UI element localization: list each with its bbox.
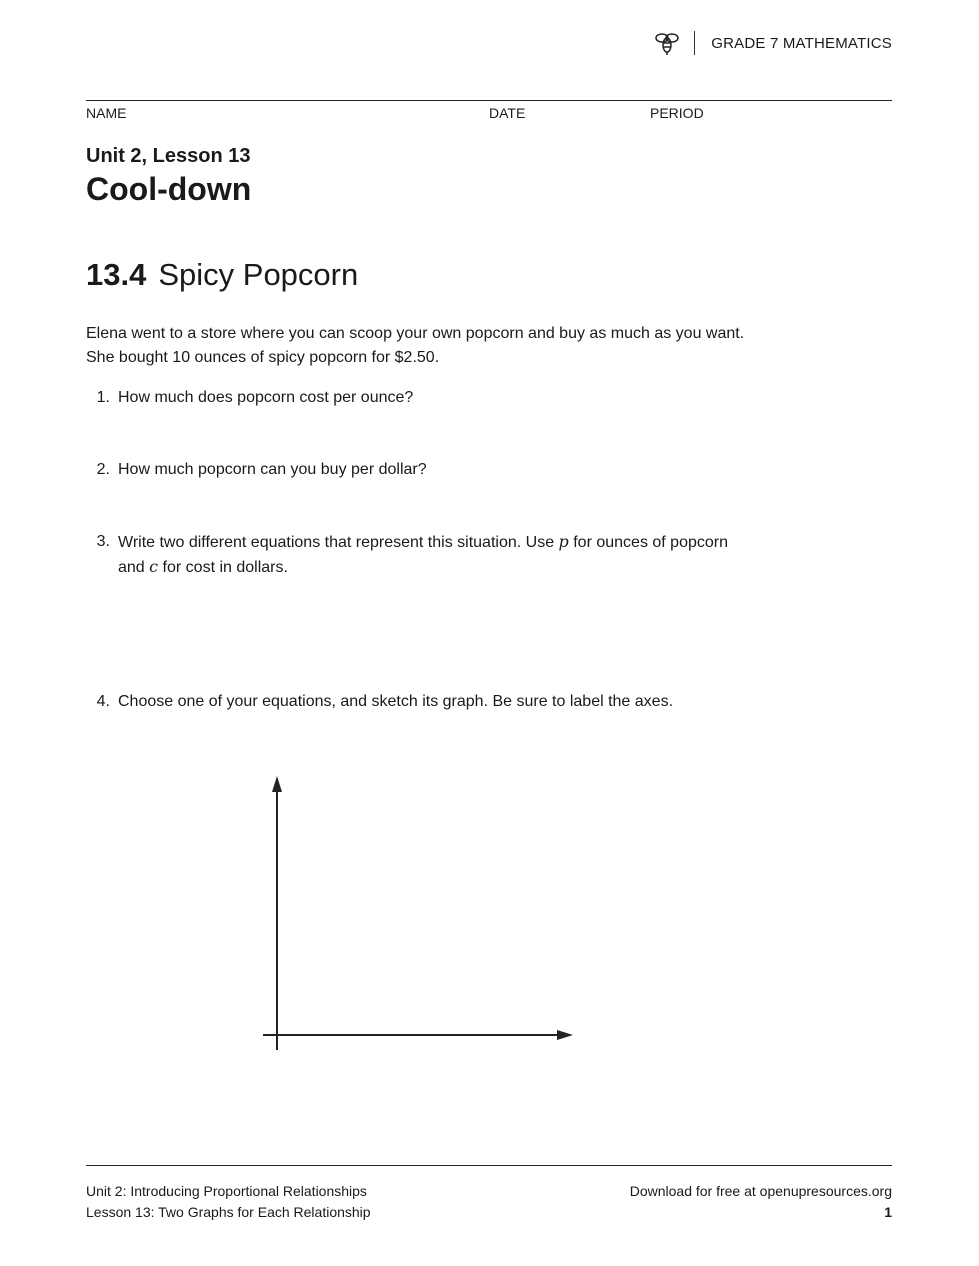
footer-right bbox=[630, 1181, 892, 1223]
page-number: 1 bbox=[884, 1204, 892, 1220]
unit-lesson-heading: Unit 2, Lesson 13 bbox=[86, 145, 251, 167]
header-divider bbox=[694, 31, 695, 55]
question-1 bbox=[86, 386, 766, 410]
question-text: Choose one of your equations, and sketch its graph. Be sure to label the axes. bbox=[118, 693, 674, 710]
activity-title: Spicy Popcorn bbox=[158, 257, 359, 292]
download-link[interactable]: Download for free at openupresources.org bbox=[629, 1183, 892, 1199]
question-text-part: for ounces of popcorn and bbox=[118, 534, 728, 576]
question-text: How much popcorn can you buy per dollar? bbox=[118, 461, 427, 478]
question-number: 1. bbox=[96, 389, 110, 406]
question-text-part: Write two different equations that represent this situation. Use bbox=[118, 534, 559, 551]
x-axis-arrow bbox=[557, 1030, 573, 1040]
question-number: 2. bbox=[96, 461, 110, 478]
footer-left bbox=[86, 1181, 371, 1223]
y-axis-arrow bbox=[272, 776, 282, 792]
name-field-label: NAME bbox=[86, 105, 127, 121]
footer-rule bbox=[86, 1165, 892, 1166]
question-number: 4. bbox=[96, 693, 110, 710]
activity-heading bbox=[86, 257, 358, 293]
header-course bbox=[654, 30, 892, 56]
question-3 bbox=[86, 530, 756, 580]
name-rule bbox=[86, 100, 892, 101]
question-4 bbox=[86, 690, 766, 714]
question-text bbox=[118, 530, 756, 580]
question-2 bbox=[86, 458, 766, 482]
question-text-part: for cost in dollars. bbox=[158, 559, 288, 576]
activity-number: 13.4 bbox=[86, 257, 147, 292]
variable-c: c bbox=[149, 557, 159, 576]
period-field-label: PERIOD bbox=[650, 105, 704, 121]
page-title: Cool-down bbox=[86, 171, 252, 207]
footer-unit: Unit 2: Introducing Proportional Relationships bbox=[86, 1183, 367, 1199]
footer-lesson: Lesson 13: Two Graphs for Each Relationship bbox=[86, 1204, 371, 1220]
bee-icon bbox=[654, 30, 680, 56]
course-label: GRADE 7 MATHEMATICS bbox=[711, 34, 892, 52]
variable-p: p bbox=[558, 532, 569, 551]
problem-intro: Elena went to a store where you can scoop your own popcorn and buy as much as you want. She bought 10 ounces of spicy popcorn for $2.50. bbox=[86, 325, 745, 366]
question-text: How much does popcorn cost per ounce? bbox=[118, 389, 414, 406]
date-field-label: DATE bbox=[489, 105, 526, 121]
question-number: 3. bbox=[96, 533, 110, 550]
blank-axes[interactable] bbox=[255, 770, 585, 1060]
